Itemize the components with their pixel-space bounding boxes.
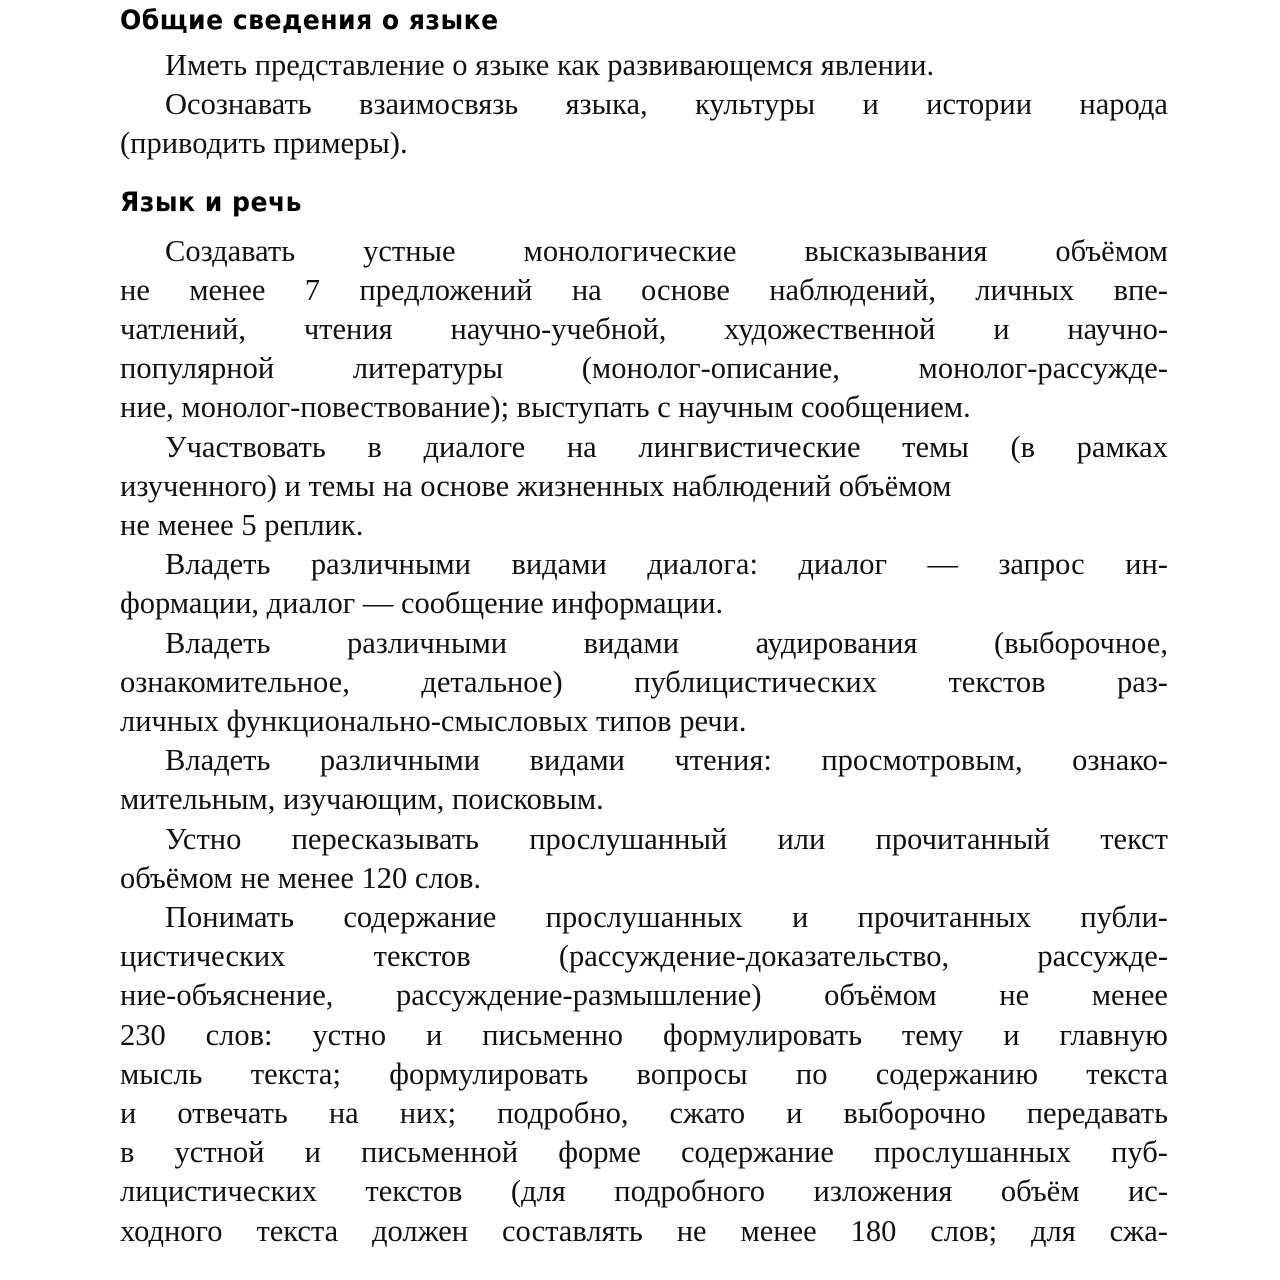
word: для [1030,1213,1076,1248]
word: аудирования [755,625,918,660]
word: запрос [998,547,1085,582]
text-line [120,1094,1168,1133]
word: Осознавать [165,87,312,122]
word: детальное) [421,664,563,699]
document-content [120,0,1168,1251]
text-line [120,937,1168,976]
word: текстов [373,939,471,974]
word: изложения [813,1174,953,1209]
word: форме [558,1135,641,1170]
word: Владеть [165,625,271,660]
text-line [120,232,1168,271]
text-line [120,1016,1168,1055]
word: прослушанных [545,900,743,935]
word: популярной [120,351,275,386]
word: предложений [359,272,533,307]
word: видами [511,547,607,582]
text-line [120,506,1168,545]
text-line [120,898,1168,937]
paragraph [120,428,1168,546]
text-line [120,46,1168,85]
word: прочитанный [875,821,1050,856]
word: не [999,978,1030,1013]
word: 7 [304,272,321,307]
word: ис- [1127,1174,1168,1209]
word: и [993,312,1010,347]
word: 180 [850,1213,897,1248]
word: различными [310,547,471,582]
word: — [927,547,958,582]
paragraph [120,232,1168,428]
word: не [120,272,150,307]
word: тему [901,1017,964,1052]
line-text: личных функционально-смысловых типов речи. [120,704,747,739]
text-line [120,859,1168,898]
word: содержание [343,900,497,935]
word: вопросы [636,1056,748,1091]
word: народа [1079,87,1168,122]
section-heading-yazyk-i-rech: Язык и речь [120,186,302,218]
word: содержанию [875,1056,1039,1091]
text-line [120,85,1168,124]
line-text: ние, монолог-повествование); выступать с научным сообщением. [120,390,971,425]
word: и [304,1135,321,1170]
word: на [328,1096,359,1131]
word: основе [641,272,730,307]
line-text: (приводить примеры). [120,126,408,161]
word: (для [510,1174,566,1209]
word: ознако- [1072,743,1168,778]
word: монолог-рассужде- [918,351,1168,386]
word: сжато [669,1096,746,1131]
word: выборочно [843,1096,986,1131]
heading-spacer [120,220,1168,232]
word: менее [189,272,266,307]
word: лингвистические [638,429,861,464]
word: научно-учебной, [450,312,667,347]
paragraph [120,898,1168,1251]
word: мысль [120,1056,203,1091]
word: Участвовать [165,429,326,464]
word: текста [256,1213,339,1248]
word: монологические [523,233,737,268]
word: культуры [694,87,816,122]
word: менее [1091,978,1168,1013]
text-line [120,1172,1168,1211]
word: ходного [120,1213,223,1248]
word: ин- [1125,547,1168,582]
word: менее [740,1213,817,1248]
section-heading-obshchie-svedeniya-o-yazyke: Общие сведения о языке [120,5,499,36]
word: содержание [680,1135,834,1170]
word: и [786,1096,803,1131]
word: объём [1000,1174,1080,1209]
line-text: Иметь представление о языке как развивающемся явлении. [165,48,935,82]
word: них; [399,1096,457,1131]
word: темы [902,429,969,464]
text-line [120,663,1168,702]
text-line [120,428,1168,467]
paragraph [120,85,1168,163]
text-line [120,820,1168,859]
word: истории [926,87,1033,122]
word: публицистических [634,664,877,699]
word: и [862,87,879,122]
word: формулировать [389,1056,589,1091]
word: не [676,1213,707,1248]
word: 230 [120,1017,166,1052]
line-text: объёмом не менее 120 слов. [120,860,481,895]
word: (монолог-описание, [581,351,840,386]
word: ознакомительное, [120,664,350,699]
word: наблюдений, [769,272,936,307]
text-line [120,124,1168,163]
line-text: формации, диалог — сообщение информации. [120,586,724,621]
word: текстов [365,1174,463,1209]
word: видами [529,743,625,778]
word: рамках [1076,429,1168,464]
text-line [120,1133,1168,1172]
word: диалога: [647,547,758,582]
paragraph [120,624,1168,742]
word: объёмом [824,978,937,1013]
word: Понимать [165,900,294,935]
word: или [777,821,826,856]
word: (в [1010,429,1036,464]
text-line [120,702,1168,741]
word: текста [1086,1056,1168,1091]
word: объёмом [1055,233,1168,268]
word: Устно [165,821,242,856]
word: главную [1059,1017,1168,1052]
word: по [795,1056,828,1091]
word: и [1003,1017,1020,1052]
word: в [120,1135,135,1170]
text-line [120,780,1168,819]
word: должен [372,1213,469,1248]
word: художественной [724,312,936,347]
word: составлять [502,1213,643,1248]
word: сжа- [1109,1213,1168,1248]
word: пуб- [1111,1135,1168,1170]
text-line [120,310,1168,349]
word: на [566,429,597,464]
word: текста; [250,1056,341,1091]
word: чтения [303,312,393,347]
word: текст [1100,821,1168,856]
word: чатлений, [120,312,247,347]
paragraph [120,545,1168,623]
word: ние-объяснение, [120,978,334,1013]
text-line [120,349,1168,388]
word: передавать [1026,1096,1168,1131]
text-line [120,467,1168,506]
text-line [120,976,1168,1015]
word: слов: [205,1017,273,1052]
word: чтения: [674,743,772,778]
word: языка, [565,87,648,122]
word: раз- [1116,664,1168,699]
word: диалог [798,547,887,582]
line-text: мительным, изучающим, поисковым. [120,782,604,817]
word: на [571,272,602,307]
line-text: изученного) и темы на основе жизненных наблюдений объёмом [120,468,952,503]
word: публи- [1080,900,1168,935]
text-line [120,388,1168,427]
word: (рассуждение-доказательство, [558,939,950,974]
word: письменно [482,1017,624,1052]
word: высказывания [804,233,988,268]
word: литературы [352,351,504,386]
heading-spacer [120,38,1168,46]
text-line [120,741,1168,780]
word: Создавать [165,233,296,268]
word: различными [319,743,481,778]
word: взаимосвязь [359,87,519,122]
word: подробно, [497,1096,629,1131]
word: устно [312,1017,387,1052]
word: письменной [360,1135,519,1170]
word: личных [975,272,1075,307]
word: прочитанных [857,900,1031,935]
word: научно- [1067,312,1168,347]
word: в [367,429,382,464]
word: (выборочное, [993,625,1168,660]
word: прослушанных [874,1135,1072,1170]
word: прослушанный [529,821,728,856]
text-line [120,1212,1168,1251]
word: пересказывать [291,821,479,856]
word: цистических [120,939,286,974]
word: рассуждение-размышление) [395,978,762,1013]
word: устные [363,233,456,268]
text-line [120,545,1168,584]
paragraph [120,46,1168,85]
word: устной [174,1135,265,1170]
word: диалоге [423,429,526,464]
paragraph [120,741,1168,819]
line-text: не менее 5 реплик. [120,508,364,543]
word: и [426,1017,443,1052]
paragraph [120,820,1168,898]
word: текстов [948,664,1046,699]
word: подробного [614,1174,766,1209]
word: Владеть [165,743,271,778]
word: отвечать [177,1096,288,1131]
word: и [120,1096,137,1131]
word: лицистических [120,1174,317,1209]
word: различными [346,625,508,660]
text-line [120,1055,1168,1094]
word: формулировать [662,1017,862,1052]
text-line [120,624,1168,663]
text-line [120,584,1168,623]
word: и [792,900,809,935]
word: слов; [930,1213,998,1248]
word: рассужде- [1037,939,1168,974]
word: видами [583,625,680,660]
text-line [120,271,1168,310]
word: Владеть [165,547,271,582]
word: просмотровым, [821,743,1023,778]
word: впе- [1113,272,1168,307]
